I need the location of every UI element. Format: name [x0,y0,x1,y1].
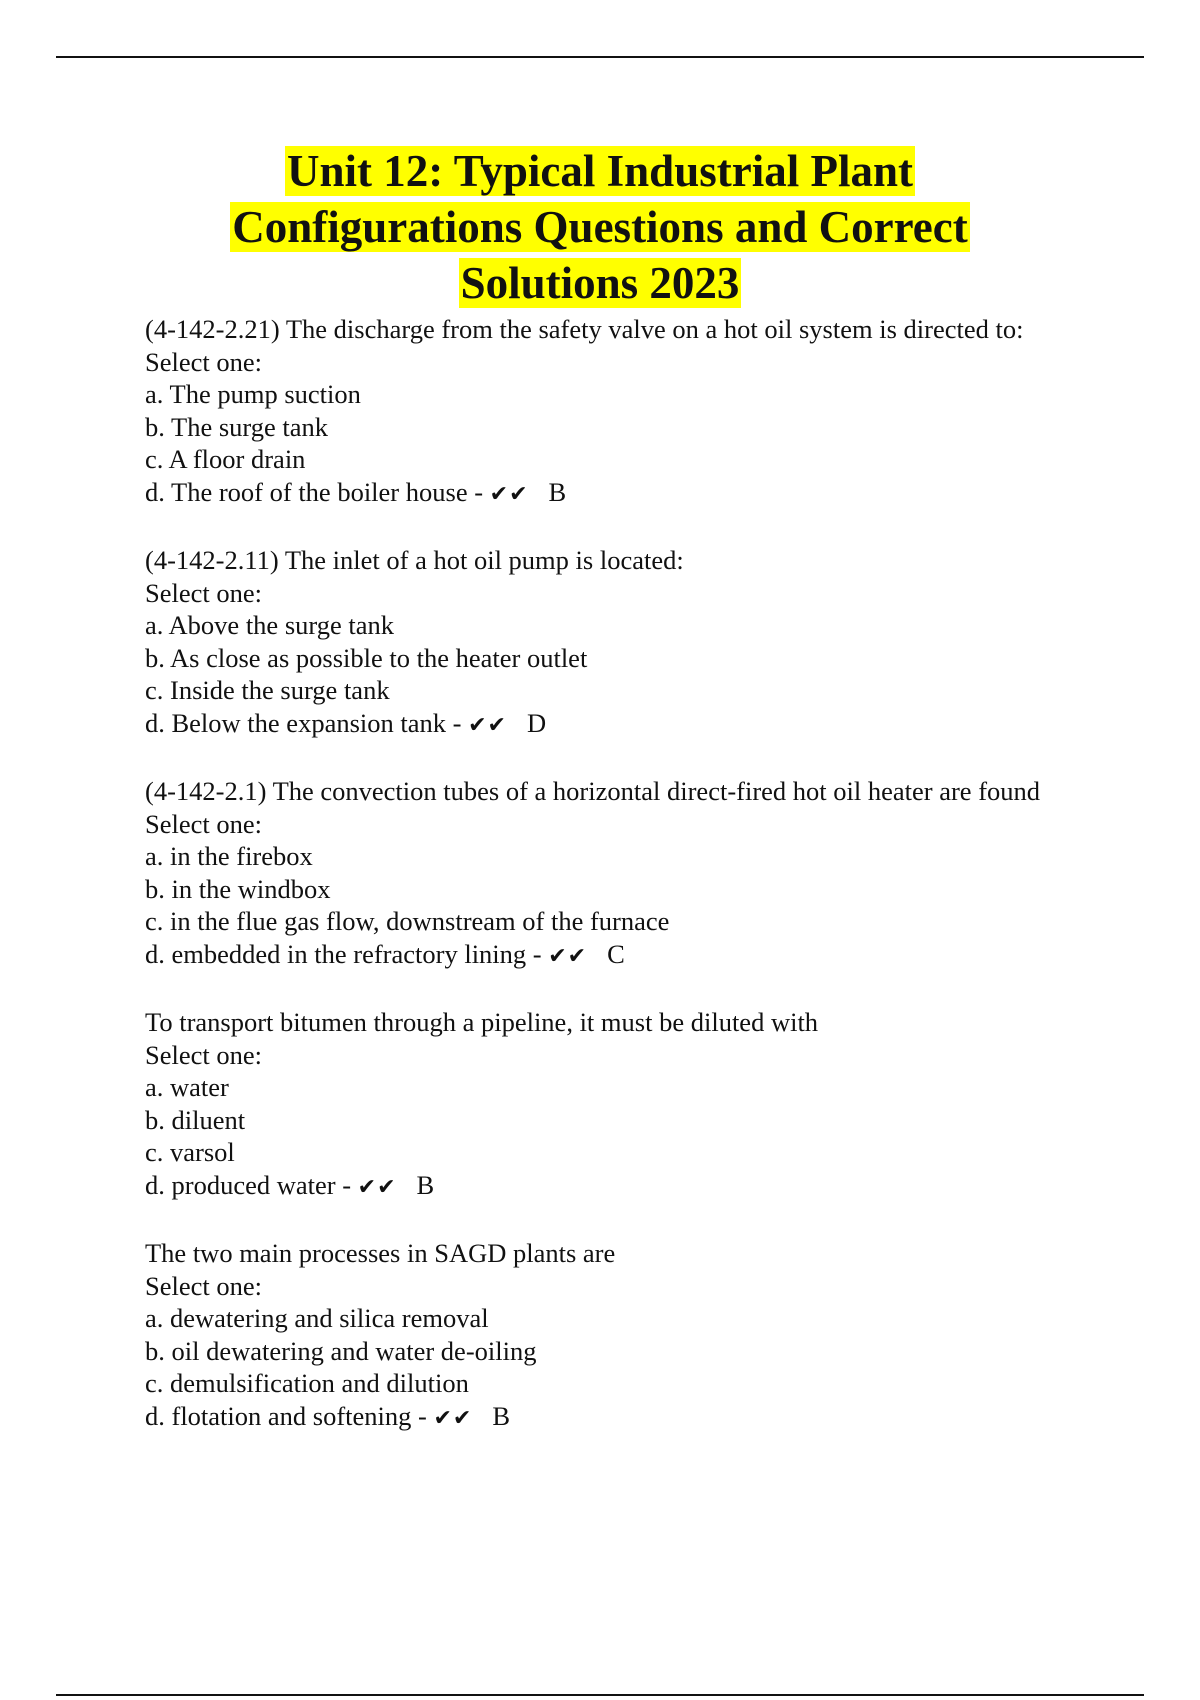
double-check-icon: ✔✔ [433,1405,473,1431]
option-b: b. oil dewatering and water de-oiling [145,1335,537,1366]
title-line: Configurations Questions and Correct [232,202,968,252]
option-a: a. dewatering and silica removal [145,1303,489,1333]
question-prompt: Select one: [145,1270,262,1301]
question-text: (4-142-2.1) The convection tubes of a horizontal direct-fired hot oil heater are found [145,776,1041,806]
option-b: b. As close as possible to the heater outlet [145,642,588,673]
double-check-icon: ✔✔ [548,943,588,969]
double-check-icon: ✔✔ [489,481,529,507]
title-line: Solutions 2023 [460,258,740,308]
question-text: (4-142-2.11) The inlet of a hot oil pump is located: [145,545,684,575]
option-d-with-answer [145,707,1145,743]
correct-answer: B [492,1400,511,1431]
correct-answer: C [607,938,625,969]
option-c: c. Inside the surge tank [145,675,390,705]
title-line: Unit 12: Typical Industrial Plant [287,146,913,196]
option-c: c. demulsification and dilution [145,1368,469,1398]
question-item [145,775,1145,973]
bottom-rule [56,1694,1144,1696]
option-a: a. The pump suction [145,379,361,409]
correct-answer: D [526,707,547,738]
option-b: b. The surge tank [145,411,329,442]
option-c: c. in the flue gas flow, downstream of the furnace [145,906,670,936]
correct-answer: B [548,476,567,507]
option-c: c. varsol [145,1137,235,1167]
double-check-icon: ✔✔ [357,1174,397,1200]
question-text: (4-142-2.21) The discharge from the safety valve on a hot oil system is directed to: [145,314,1024,344]
question-prompt: Select one: [145,577,262,608]
option-a: a. water [145,1072,229,1102]
option-a: a. in the firebox [145,841,313,871]
option-b: b. in the windbox [145,873,331,904]
option-d: d. produced water - [145,1169,352,1200]
option-d: d. embedded in the refractory lining - [145,938,542,969]
option-d: d. Below the expansion tank - [145,707,462,738]
double-check-icon: ✔✔ [468,712,507,738]
question-item [145,1237,1145,1435]
question-item [145,544,1145,742]
question-prompt: Select one: [145,808,262,839]
correct-answer: B [416,1169,435,1200]
question-item [145,313,1145,511]
top-rule [56,56,1144,58]
option-d: d. flotation and softening - [145,1400,427,1431]
question-prompt: Select one: [145,346,262,377]
question-item [145,1006,1145,1204]
option-a: a. Above the surge tank [145,610,394,640]
option-d: d. The roof of the boiler house - [145,476,484,507]
question-text: To transport bitumen through a pipeline, it must be diluted with [145,1007,819,1037]
question-list [145,313,1145,1468]
question-prompt: Select one: [145,1039,262,1070]
option-d-with-answer [145,476,1145,512]
option-d-with-answer [145,1400,1145,1436]
option-b: b. diluent [145,1104,246,1135]
document-title [0,143,1200,311]
option-d-with-answer [145,938,1145,974]
question-text: The two main processes in SAGD plants are [145,1238,616,1268]
option-d-with-answer [145,1169,1145,1205]
option-c: c. A floor drain [145,444,306,474]
